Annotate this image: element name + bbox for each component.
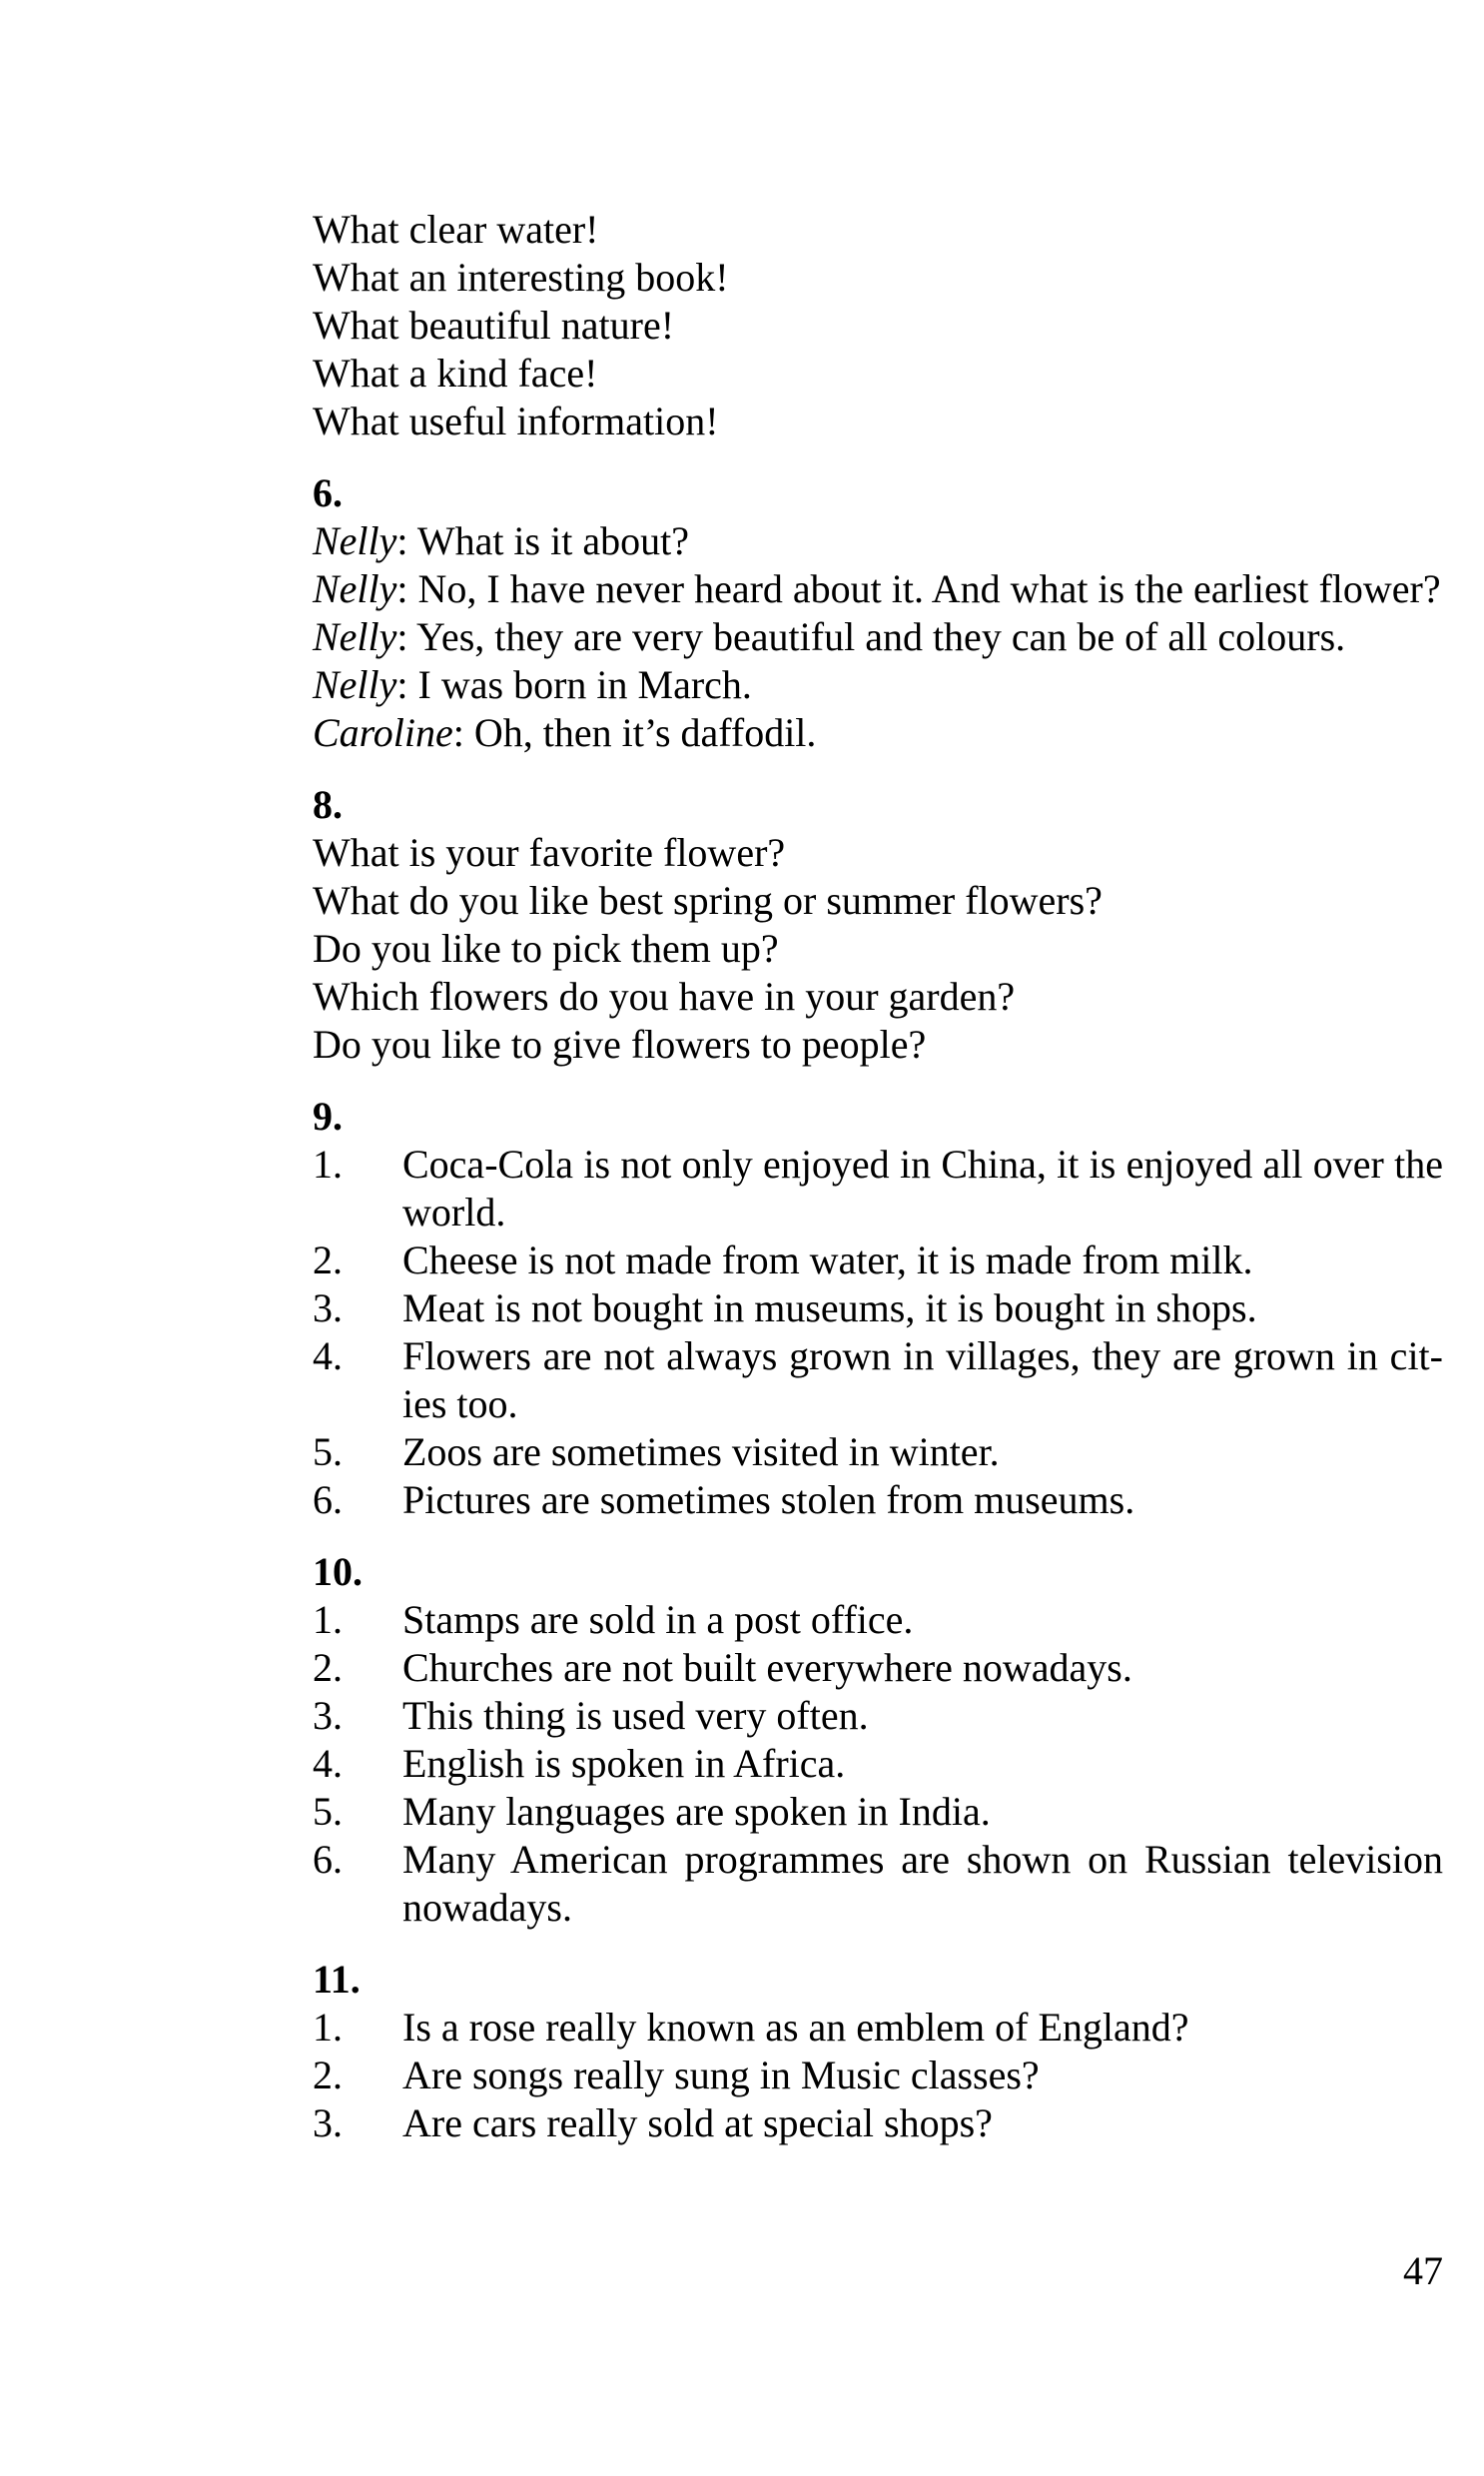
item-number: 2. xyxy=(313,1645,343,1690)
item-text: Flowers are not always grown in villages, they are grown in cities too. xyxy=(402,1333,1443,1426)
item-text: Is a rose really known as an emblem of England? xyxy=(402,2005,1189,2050)
question-line: What do you like best spring or summer flowers? xyxy=(313,878,1103,923)
list-item xyxy=(255,1141,1443,1237)
item-number: 1. xyxy=(313,1597,343,1642)
section-11 xyxy=(255,1956,1443,2147)
list-item xyxy=(255,2052,1443,2099)
section-8 xyxy=(255,781,1443,1069)
item-number: 4. xyxy=(313,1741,343,1786)
item-number: 3. xyxy=(313,1693,343,1738)
question-line: Do you like to give flowers to people? xyxy=(313,1022,927,1067)
question-line: What is your favorite flower? xyxy=(313,830,786,875)
item-number: 4. xyxy=(313,1333,343,1378)
item-text: Many American programmes are shown on Russian television nowadays. xyxy=(402,1837,1443,1930)
page-number: 47 xyxy=(1403,2248,1443,2293)
exclamation-line: What a kind face! xyxy=(313,351,598,396)
list-item xyxy=(255,1284,1443,1332)
list-item xyxy=(255,1596,1443,1644)
dialogue-line xyxy=(255,565,1443,613)
exclamation-line: What useful information! xyxy=(313,399,719,443)
list-item xyxy=(255,1692,1443,1740)
list-item xyxy=(255,1476,1443,1524)
question-line: Which flowers do you have in your garden? xyxy=(313,974,1016,1019)
item-text: This thing is used very often. xyxy=(402,1693,869,1738)
item-text: Are cars really sold at special shops? xyxy=(402,2100,993,2145)
dialogue-line xyxy=(255,661,1443,709)
list-item xyxy=(255,1332,1443,1428)
item-number: 6. xyxy=(313,1837,343,1882)
section-heading: 9. xyxy=(313,1094,343,1139)
item-text: Many languages are spoken in India. xyxy=(402,1789,991,1834)
section-heading: 6. xyxy=(313,470,343,515)
dialogue-line xyxy=(255,517,1443,565)
exclamation-line: What an interesting book! xyxy=(313,255,729,300)
section-heading: 11. xyxy=(313,1957,361,2002)
dialogue-text: : Yes, they are very beautiful and they can be of all colours. xyxy=(396,614,1346,659)
speaker-name: Nelly xyxy=(313,662,397,707)
list-item xyxy=(255,1740,1443,1788)
item-text: Zoos are sometimes visited in winter. xyxy=(402,1429,1000,1474)
exclamation-line: What beautiful nature! xyxy=(313,303,675,348)
item-text: Cheese is not made from water, it is made from milk. xyxy=(402,1238,1253,1282)
item-number: 5. xyxy=(313,1789,343,1834)
list-item xyxy=(255,2099,1443,2147)
dialogue-text: : I was born in March. xyxy=(396,662,752,707)
item-text: Coca-Cola is not only enjoyed in China, it is enjoyed all over the world. xyxy=(402,1142,1443,1235)
section-10 xyxy=(255,1548,1443,1932)
item-text: Churches are not built everywhere nowadays. xyxy=(402,1645,1132,1690)
item-number: 3. xyxy=(313,1285,343,1330)
section-9 xyxy=(255,1093,1443,1524)
item-text: English is spoken in Africa. xyxy=(402,1741,846,1786)
list-item xyxy=(255,2004,1443,2052)
item-text: Pictures are sometimes stolen from museums. xyxy=(402,1477,1135,1522)
item-number: 5. xyxy=(313,1429,343,1474)
list-item xyxy=(255,1644,1443,1692)
list-item xyxy=(255,1237,1443,1284)
item-number: 1. xyxy=(313,1142,343,1187)
item-text: Meat is not bought in museums, it is bought in shops. xyxy=(402,1285,1257,1330)
dialogue-line xyxy=(255,613,1443,661)
section-6 xyxy=(255,469,1443,757)
speaker-name: Caroline xyxy=(313,710,453,755)
item-number: 2. xyxy=(313,2053,343,2097)
item-text: Are songs really sung in Music classes? xyxy=(402,2053,1040,2097)
speaker-name: Nelly xyxy=(313,518,397,563)
section-exclamations xyxy=(255,206,1443,445)
exclamation-line: What clear water! xyxy=(313,207,599,252)
dialogue-text: : Oh, then it’s daffodil. xyxy=(452,710,817,755)
item-number: 2. xyxy=(313,1238,343,1282)
item-number: 6. xyxy=(313,1477,343,1522)
list-item xyxy=(255,1788,1443,1836)
speaker-name: Nelly xyxy=(313,614,397,659)
item-text: Stamps are sold in a post office. xyxy=(402,1597,914,1642)
dialogue-text: : What is it about? xyxy=(396,518,689,563)
question-line: Do you like to pick them up? xyxy=(313,926,779,971)
list-item xyxy=(255,1428,1443,1476)
dialogue-line xyxy=(255,709,1443,757)
item-number: 1. xyxy=(313,2005,343,2050)
section-heading: 10. xyxy=(313,1549,363,1594)
dialogue-text: : No, I have never heard about it. And what is the earliest flower? xyxy=(396,566,1441,611)
list-item xyxy=(255,1836,1443,1932)
item-number: 3. xyxy=(313,2100,343,2145)
section-heading: 8. xyxy=(313,782,343,827)
speaker-name: Nelly xyxy=(313,566,397,611)
